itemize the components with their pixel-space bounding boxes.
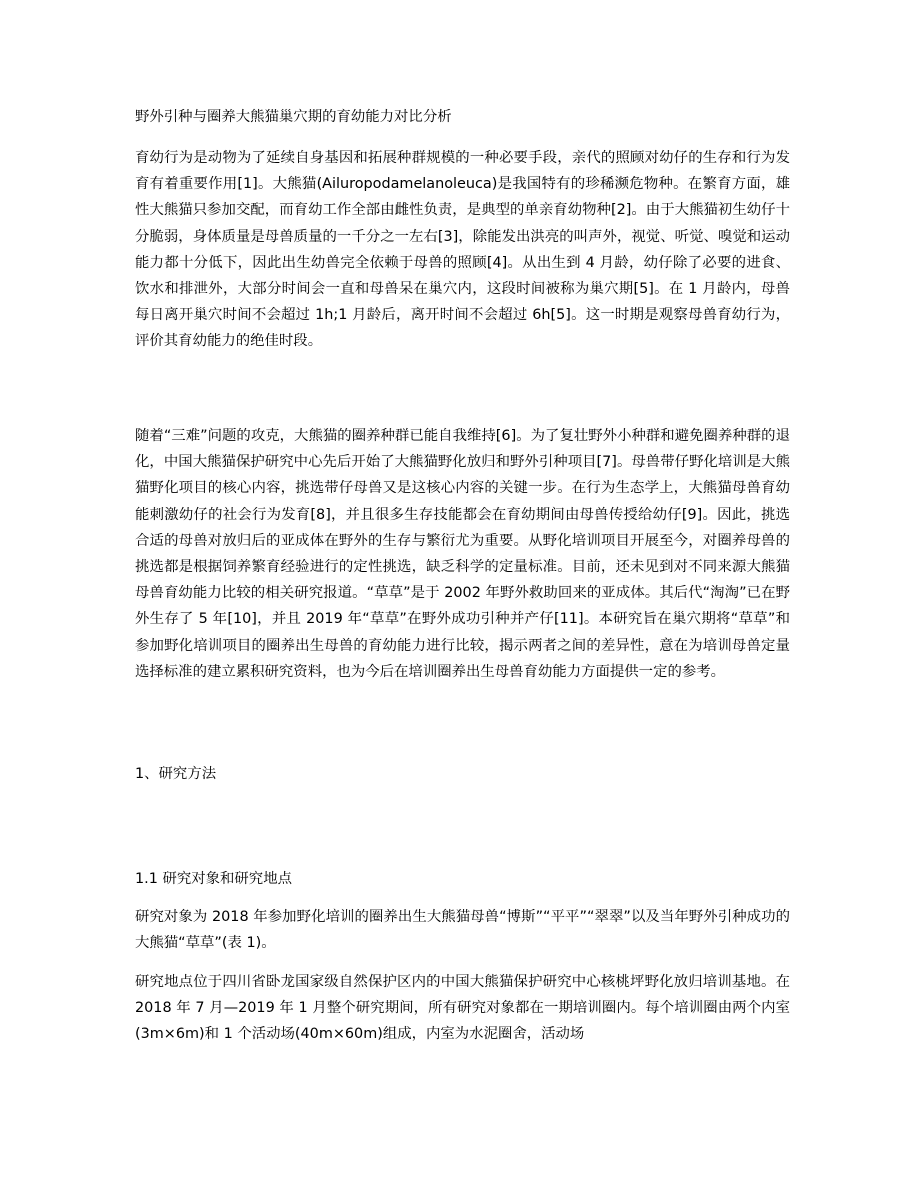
document-title: 野外引种与圈养大熊猫巢穴期的育幼能力对比分析: [135, 109, 452, 125]
paragraph-study-site: 研究地点位于四川省卧龙国家级自然保护区内的中国大熊猫保护研究中心核桃坪野化放归培训基地。在 2018 年 7 月—2019 年 1 月整个研究期间，所有研究对象都在一期培训圈内。每个培训圈由两个内室(3m×6m)和 1 个活动场(40m×60m)组成，内室为水泥圈舍，活动场: [135, 974, 790, 1043]
subsection-heading-subjects-site: 1.1 研究对象和研究地点: [135, 871, 292, 887]
paragraph-subjects: 研究对象为 2018 年参加野化培训的圈养出生大熊猫母兽“博斯”“平平”“翠翠”以及当年野外引种成功的大熊猫“草草”(表 1)。: [135, 909, 790, 952]
paragraph-introduction-2: 随着“三难”问题的攻克，大熊猫的圈养种群已能自我维持[6]。为了复壮野外小种群和避免圈养种群的退化，中国大熊猫保护研究中心先后开始了大熊猫野化放归和野外引种项目[7]。母兽带仔野化培训是大熊猫野化项目的核心内容，挑选带仔母兽又是这核心内容的关键一步。在行为生态学上，大熊猫母兽育幼能刺激幼仔的社会行为发育[8]，并且很多生存技能都会在育幼期间由母兽传授给幼仔[9]。因此，挑选合适的母兽对放归后的亚成体在野外的生存与繁衍尤为重要。从野化培训项目开展至今，对圈养母兽的挑选都是根据饲养繁育经验进行的定性挑选，缺乏科学的定量标准。目前，还未见到对不同来源大熊猫母兽育幼能力比较的相关研究报道。“草草”是于 2002 年野外救助回来的亚成体。其后代“淘淘”已在野外生存了 5 年[10]，并且 2019 年“草草”在野外成功引种并产仔[11]。本研究旨在巢穴期将“草草”和参加野化培训项目的圈养出生母兽的育幼能力进行比较，揭示两者之间的差异性，意在为培训母兽定量选择标准的建立累积研究资料，也为今后在培训圈养出生母兽育幼能力方面提供一定的参考。: [135, 428, 790, 680]
paragraph-introduction-1: 育幼行为是动物为了延续自身基因和拓展种群规模的一种必要手段，亲代的照顾对幼仔的生存和行为发育有着重要作用[1]。大熊猫(Ailuropodamelanoleuca)是我国特有的珍稀濒危物种。在繁育方面，雄性大熊猫只参加交配，而育幼工作全部由雌性负责，是典型的单亲育幼物种[2]。由于大熊猫初生幼仔十分脆弱，身体质量是母兽质量的一千分之一左右[3]，除能发出洪亮的叫声外，视觉、听觉、嗅觉和运动能力都十分低下，因此出生幼兽完全依赖于母兽的照顾[4]。从出生到 4 月龄，幼仔除了必要的进食、饮水和排泄外，大部分时间会一直和母兽呆在巢穴内，这段时间被称为巢穴期[5]。在 1 月龄内，母兽每日离开巢穴时间不会超过 1h;1 月龄后，离开时间不会超过 6h[5]。这一时期是观察母兽育幼行为，评价其育幼能力的绝佳时段。: [135, 150, 790, 350]
section-heading-methods: 1、研究方法: [135, 766, 217, 782]
